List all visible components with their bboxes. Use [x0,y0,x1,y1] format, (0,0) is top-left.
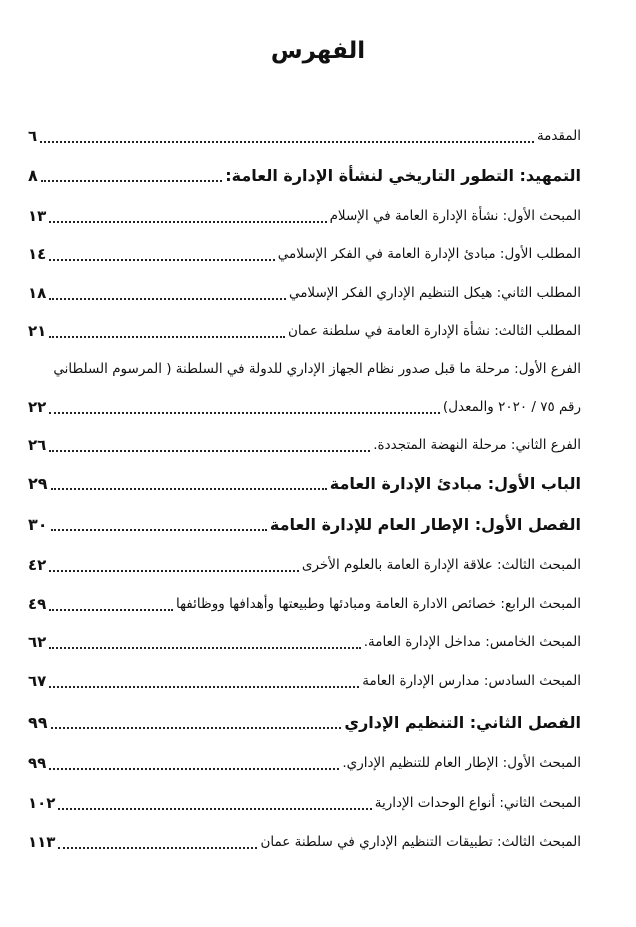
toc-entry-page: ١١٣ [28,833,56,851]
toc-entry-first-line: الفرع الأول: مرحلة ما قبل صدور نظام الجهاز الإداري للدولة في السلطنة ( المرسوم السلطاني [53,361,581,377]
dot-leader [49,336,285,338]
toc-entry [28,427,581,463]
dot-leader [51,727,342,729]
dot-leader [49,412,440,414]
dot-leader [49,259,274,261]
dot-leader [40,141,534,143]
toc-entry-page: ٢٩ [28,473,48,493]
dot-leader [51,529,267,531]
toc-entry-page: ١٤ [28,245,47,263]
toc-entry-label: الفصل الأول: الإطار العام للإدارة العامة [269,514,581,534]
toc-entry-page: ٦٢ [28,633,47,651]
dot-leader [58,847,257,849]
dot-leader [58,808,371,810]
dot-leader [41,180,223,182]
toc-entry-label: الفصل الثاني: التنظيم الإداري [344,712,581,732]
toc-entry-label: التمهيد: التطور التاريخي لنشأة الإدارة العامة: [225,165,581,185]
toc-entry-introduction [28,118,581,154]
toc-entry-label: المبحث الأول: الإطار العام للتنظيم الإداري. [342,755,581,771]
toc-entry [28,785,581,821]
toc-entry [28,745,581,781]
dot-leader [49,768,339,770]
toc-entry-page: ٢١ [28,322,47,340]
toc-entry-page: ٤٢ [28,556,47,574]
toc-entry [28,313,581,349]
toc-entry-page: ١٣ [28,207,47,225]
toc-entry-page: ١٠٢ [28,794,56,812]
toc-entry-label: المقدمة [536,128,581,144]
dot-leader [49,570,299,572]
toc-entry [28,663,581,699]
toc-entry-page: ٤٩ [28,595,47,613]
toc-entry-chapter [28,506,581,542]
toc-entry-label: المبحث الأول: نشأة الإدارة العامة في الإسلام [329,208,581,224]
toc-entry-label: المطلب الثاني: هيكل التنظيم الإداري الفكر الإسلامي [288,285,581,301]
dot-leader [49,450,370,452]
toc-entry-page: ٩٩ [28,712,48,732]
toc-entry-page: ٩٩ [28,754,47,772]
toc-entry-label: المطلب الأول: مبادئ الإدارة العامة في الفكر الإسلامي [277,246,581,262]
toc-entry-label: المبحث الثالث: تطبيقات التنظيم الإداري في سلطنة عمان [260,834,581,850]
toc-entry-page: ٦٧ [28,672,47,690]
toc-entry-part [28,465,581,501]
dot-leader [49,609,173,611]
toc-entry-label: المبحث الخامس: مداخل الإدارة العامة. [363,634,581,650]
toc-entry-page: ١٨ [28,284,47,302]
toc-entry-label: المبحث السادس: مدارس الإدارة العامة [362,673,581,689]
toc-entry [28,389,581,425]
toc-entry [28,547,581,583]
toc-entry-page: ٨ [28,165,38,185]
toc-entry [28,198,581,234]
toc-entry [28,624,581,660]
toc-entry-label: الفرع الثاني: مرحلة النهضة المتجددة. [373,437,581,453]
toc-entry-label: المبحث الثالث: علاقة الإدارة العامة بالعلوم الأخرى [301,557,581,573]
toc-entry-label: المبحث الرابع: خصائص الادارة العامة ومبادئها وطبيعتها وأهدافها ووظائفها [175,596,581,612]
toc-entry-page: ٣٠ [28,514,48,534]
dot-leader [49,221,326,223]
page-title: الفهرس [270,38,366,64]
toc-entry [28,275,581,311]
toc-entry [28,236,581,272]
toc-entry-chapter [28,704,581,740]
dot-leader [51,488,327,490]
toc-entry-label: الباب الأول: مبادئ الإدارة العامة [329,473,581,493]
dot-leader [49,647,360,649]
dot-leader [49,298,286,300]
dot-leader [49,686,359,688]
toc-entry-label: المطلب الثالث: نشأة الإدارة العامة في سلطنة عمان [288,323,581,339]
toc-entry-page: ٦ [28,127,38,145]
toc-entry [28,824,581,860]
toc-entry [28,586,581,622]
toc-entry-page: ٢٢ [28,398,47,416]
toc-entry-label: رقم ٧٥ / ٢٠٢٠ والمعدل) [442,399,581,415]
toc-entry-page: ٢٦ [28,436,47,454]
toc-entry-preface [28,157,581,193]
toc-entry-label: المبحث الثاني: أنواع الوحدات الإدارية [374,795,581,811]
